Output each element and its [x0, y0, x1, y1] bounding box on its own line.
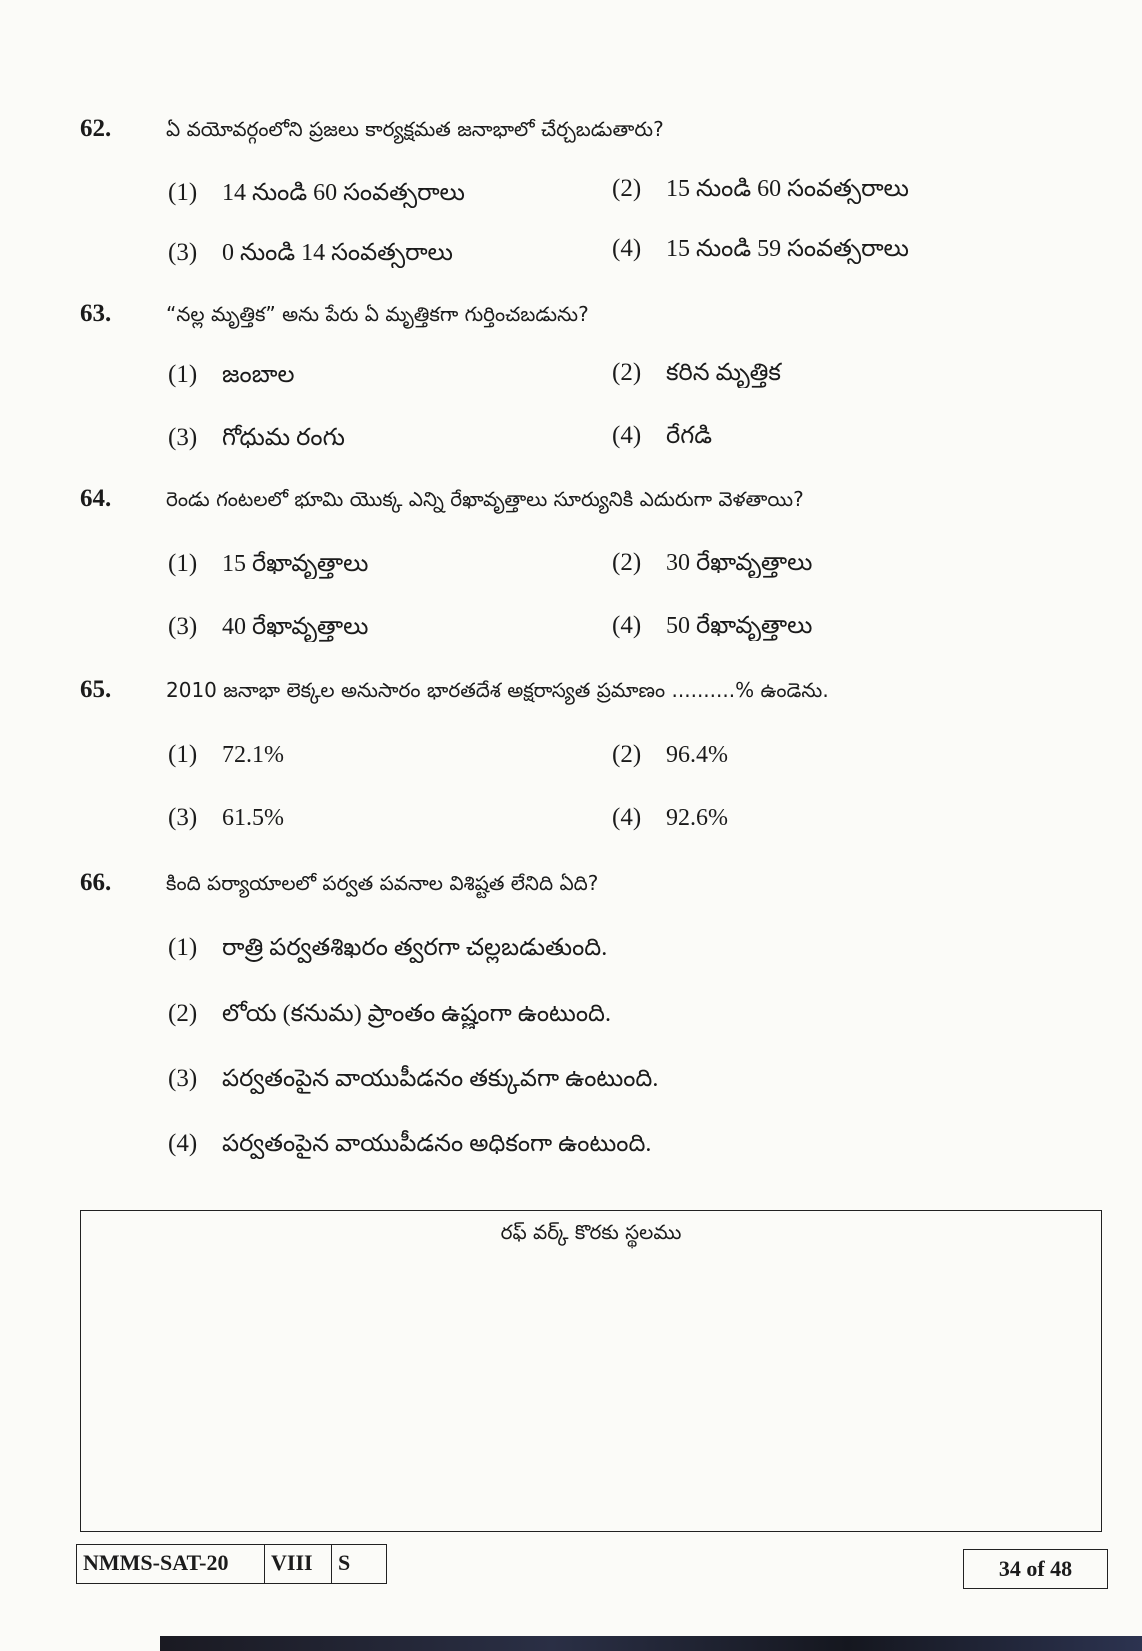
question-text-62: ఏ వయోవర్గంలోని ప్రజలు కార్యక్షమత జనాభాలో చేర్చబడుతారు?: [166, 117, 664, 141]
option-label: (4): [612, 235, 642, 262]
option-64-2: [612, 548, 1092, 578]
page-number: 34 of 48: [963, 1549, 1108, 1589]
option-label: (2): [168, 1000, 198, 1027]
question-number-62: 62.: [80, 115, 112, 142]
option-text: 61.5%: [222, 805, 284, 831]
option-65-2: [612, 740, 1092, 770]
question-text-64: రెండు గంటలలో భూమి యొక్క ఎన్ని రేఖావృత్తాలు సూర్యునికి ఎదురుగా వెళతాయి?: [166, 487, 804, 511]
option-text: 72.1%: [222, 742, 284, 768]
option-text: 50 రేఖావృత్తాలు: [666, 613, 813, 639]
option-text: 96.4%: [666, 742, 728, 768]
option-62-3: [168, 238, 588, 268]
option-text: రాత్రి పర్వతశిఖరం త్వరగా చల్లబడుతుంది.: [222, 935, 608, 961]
option-text: 30 రేఖావృత్తాలు: [666, 550, 813, 576]
option-label: (2): [612, 359, 642, 386]
option-text: 14 నుండి 60 సంవత్సరాలు: [222, 180, 465, 206]
option-label: (1): [168, 550, 198, 577]
option-text: 15 రేఖావృత్తాలు: [222, 551, 369, 577]
option-text: పర్వతంపైన వాయుపీడనం అధికంగా ఉంటుంది.: [222, 1131, 652, 1157]
option-text: లోయ (కనుమ) ప్రాంతం ఉష్ణంగా ఉంటుంది.: [222, 1001, 611, 1027]
option-64-3: [168, 612, 588, 642]
option-label: (1): [168, 361, 198, 388]
option-text: 15 నుండి 60 సంవత్సరాలు: [666, 176, 909, 202]
option-62-2: [612, 174, 1092, 204]
option-label: (2): [612, 741, 642, 768]
option-64-1: [168, 549, 588, 579]
option-66-4: [168, 1129, 1088, 1159]
class-code: VIII: [265, 1545, 332, 1583]
option-text: 40 రేఖావృత్తాలు: [222, 614, 369, 640]
option-label: (2): [612, 549, 642, 576]
question-number-64: 64.: [80, 485, 112, 512]
option-65-4: [612, 803, 1092, 833]
option-text: 92.6%: [666, 805, 728, 831]
option-63-4: [612, 421, 1092, 451]
option-62-1: [168, 178, 588, 208]
option-66-2: [168, 999, 1088, 1029]
option-label: (3): [168, 1065, 198, 1092]
option-65-3: [168, 803, 588, 833]
option-label: (3): [168, 239, 198, 266]
option-63-3: [168, 423, 588, 453]
option-label: (3): [168, 804, 198, 831]
option-text: పర్వతంపైన వాయుపీడనం తక్కువగా ఉంటుంది.: [222, 1066, 659, 1092]
paper-code: NMMS-SAT-20: [77, 1545, 265, 1583]
option-label: (4): [612, 422, 642, 449]
option-label: (3): [168, 613, 198, 640]
rough-work-box: [80, 1210, 1102, 1532]
option-63-1: [168, 360, 588, 390]
option-label: (1): [168, 934, 198, 961]
option-label: (4): [168, 1130, 198, 1157]
option-66-1: [168, 933, 1088, 963]
rough-work-label: రఫ్ వర్క్ కొరకు స్థలము: [500, 1220, 682, 1244]
option-text: రేగడి: [666, 423, 712, 449]
option-66-3: [168, 1064, 1088, 1094]
option-label: (3): [168, 424, 198, 451]
question-number-65: 65.: [80, 676, 112, 703]
option-label: (2): [612, 175, 642, 202]
set-code: S: [338, 1550, 351, 1575]
option-63-2: [612, 358, 1092, 388]
option-text: కరిన మృత్తిక: [666, 360, 781, 386]
question-text-66: కింది పర్యాయాలలో పర్వత పవనాల విశిష్టత లేనిది ఏది?: [166, 871, 599, 895]
option-label: (4): [612, 804, 642, 831]
option-text: జంబాల: [222, 362, 295, 388]
option-62-4: [612, 234, 1092, 264]
option-label: (4): [612, 612, 642, 639]
paper-code-box: [76, 1544, 387, 1584]
option-text: 0 నుండి 14 సంవత్సరాలు: [222, 240, 453, 266]
question-number-63: 63.: [80, 300, 112, 327]
option-text: 15 నుండి 59 సంవత్సరాలు: [666, 236, 909, 262]
question-text-63: “నల్ల మృత్తిక” అను పేరు ఏ మృత్తికగా గుర్తించబడును?: [166, 302, 589, 326]
question-number-66: 66.: [80, 869, 112, 896]
option-label: (1): [168, 179, 198, 206]
option-text: గోధుమ రంగు: [222, 425, 345, 451]
scan-edge-shadow: [160, 1636, 1142, 1651]
option-65-1: [168, 740, 588, 770]
option-64-4: [612, 611, 1092, 641]
option-label: (1): [168, 741, 198, 768]
question-text-65: 2010 జనాభా లెక్కల అనుసారం భారతదేశ అక్షరాస్యత ప్రమాణం ..........% ఉండెను.: [166, 678, 829, 702]
